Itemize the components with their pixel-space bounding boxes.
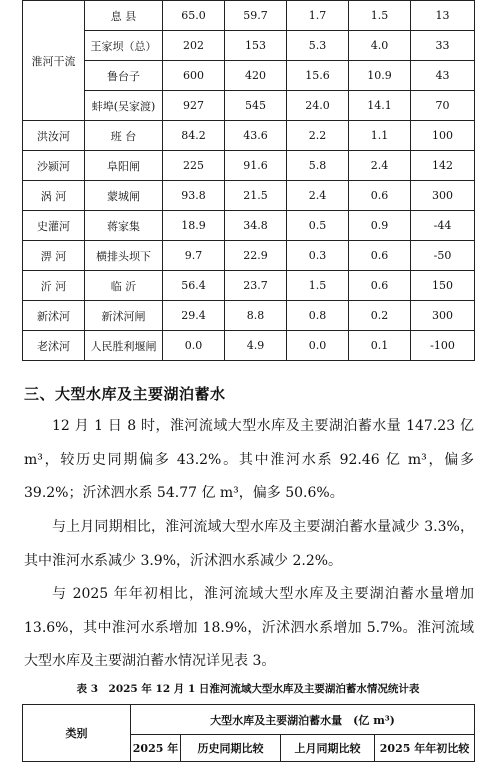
section-heading: 三、大型水库及主要湖泊蓄水 <box>24 385 226 403</box>
table-row <box>23 181 475 211</box>
value-cell: 100 <box>411 121 475 151</box>
value-cell: 1.7 <box>287 1 349 31</box>
value-cell: -44 <box>411 211 475 241</box>
value-cell: 13 <box>411 1 475 31</box>
group-header: 大型水库及主要湖泊蓄水量 (亿 m³) <box>131 705 475 735</box>
value-cell: 0.6 <box>349 271 411 301</box>
value-cell: 22.9 <box>225 241 287 271</box>
station-name-cell: 班 台 <box>85 121 163 151</box>
value-cell: 300 <box>411 301 475 331</box>
flow-statistics-table <box>22 0 475 361</box>
category-header: 类别 <box>23 705 131 762</box>
value-cell: 65.0 <box>163 1 225 31</box>
value-cell: 0.6 <box>349 181 411 211</box>
subheader-last-month: 上月同期比较 <box>281 735 375 762</box>
value-cell: 0.0 <box>163 331 225 361</box>
value-cell: -50 <box>411 241 475 271</box>
river-name-cell: 淠 河 <box>23 241 85 271</box>
value-cell: 14.1 <box>349 91 411 121</box>
value-cell: 300 <box>411 181 475 211</box>
value-cell: 21.5 <box>225 181 287 211</box>
table-row <box>23 31 475 61</box>
value-cell: 1.5 <box>349 1 411 31</box>
value-cell: 0.1 <box>349 331 411 361</box>
subheader-historical: 历史同期比较 <box>181 735 281 762</box>
value-cell: 43.6 <box>225 121 287 151</box>
station-name-cell: 新沭河闸 <box>85 301 163 331</box>
table-row <box>23 331 475 361</box>
value-cell: 43 <box>411 61 475 91</box>
river-name-cell: 淮河干流 <box>23 1 85 121</box>
value-cell: 153 <box>225 31 287 61</box>
table-header-row <box>23 705 475 735</box>
value-cell: 91.6 <box>225 151 287 181</box>
value-cell: 600 <box>163 61 225 91</box>
value-cell: 93.8 <box>163 181 225 211</box>
station-name-cell: 息 县 <box>85 1 163 31</box>
value-cell: 5.8 <box>287 151 349 181</box>
value-cell: 927 <box>163 91 225 121</box>
value-cell: 2.2 <box>287 121 349 151</box>
value-cell: 59.7 <box>225 1 287 31</box>
value-cell: 15.6 <box>287 61 349 91</box>
value-cell: 545 <box>225 91 287 121</box>
value-cell: 5.3 <box>287 31 349 61</box>
value-cell: 420 <box>225 61 287 91</box>
river-name-cell: 涡 河 <box>23 181 85 211</box>
value-cell: 2.4 <box>287 181 349 211</box>
value-cell: 202 <box>163 31 225 61</box>
table-row <box>23 91 475 121</box>
river-name-cell: 沂 河 <box>23 271 85 301</box>
station-name-cell: 人民胜利堰闸 <box>85 331 163 361</box>
table-row <box>23 301 475 331</box>
value-cell: 33 <box>411 31 475 61</box>
station-name-cell: 鲁台子 <box>85 61 163 91</box>
value-cell: 142 <box>411 151 475 181</box>
value-cell: 10.9 <box>349 61 411 91</box>
value-cell: 29.4 <box>163 301 225 331</box>
value-cell: 0.9 <box>349 211 411 241</box>
table-row <box>23 121 475 151</box>
value-cell: 23.7 <box>225 271 287 301</box>
river-name-cell: 老沭河 <box>23 331 85 361</box>
table-row <box>23 271 475 301</box>
station-name-cell: 蚌埠(吴家渡) <box>85 91 163 121</box>
value-cell: 0.5 <box>287 211 349 241</box>
river-name-cell: 沙颍河 <box>23 151 85 181</box>
value-cell: 34.8 <box>225 211 287 241</box>
value-cell: 4.9 <box>225 331 287 361</box>
station-name-cell: 阜阳闸 <box>85 151 163 181</box>
value-cell: 56.4 <box>163 271 225 301</box>
subheader-2025: 2025 年 <box>131 735 181 762</box>
value-cell: 0.0 <box>287 331 349 361</box>
table-caption: 表 3 2025 年 12 月 1 日淮河流域大型水库及主要湖泊蓄水情况统计表 <box>76 683 420 695</box>
value-cell: 225 <box>163 151 225 181</box>
station-name-cell: 临 沂 <box>85 271 163 301</box>
table-row <box>23 211 475 241</box>
value-cell: 0.2 <box>349 301 411 331</box>
river-name-cell: 洪汝河 <box>23 121 85 151</box>
value-cell: 0.3 <box>287 241 349 271</box>
storage-statistics-table <box>22 704 475 762</box>
station-name-cell: 蒋家集 <box>85 211 163 241</box>
value-cell: 2.4 <box>349 151 411 181</box>
value-cell: 8.8 <box>225 301 287 331</box>
table-row <box>23 61 475 91</box>
value-cell: 1.5 <box>287 271 349 301</box>
value-cell: 0.6 <box>349 241 411 271</box>
value-cell: 84.2 <box>163 121 225 151</box>
table-row <box>23 1 475 31</box>
paragraph-storage-yearly: 与 2025 年年初相比，淮河流域大型水库及主要湖泊蓄水量增加 13.6%，其中淮河水系增加 18.9%，沂沭泗水系增加 5.7%。淮河流域大型水库及主要湖泊蓄水情况详见表 3。 <box>24 586 474 669</box>
paragraph-storage-total: 12 月 1 日 8 时，淮河流域大型水库及主要湖泊蓄水量 147.23 亿 m³，较历史同期偏多 43.2%。其中淮河水系 92.46 亿 m³，偏多 39.2%；沂沭泗水系 54.77 亿 m³，偏多 50.6%。 <box>24 418 474 501</box>
value-cell: 1.1 <box>349 121 411 151</box>
value-cell: 70 <box>411 91 475 121</box>
paragraph-storage-monthly: 与上月同期相比，淮河流域大型水库及主要湖泊蓄水量减少 3.3%，其中淮河水系减少 3.9%，沂沭泗水系减少 2.2%。 <box>24 519 474 569</box>
station-name-cell: 横排头坝下 <box>85 241 163 271</box>
value-cell: 150 <box>411 271 475 301</box>
station-name-cell: 蒙城闸 <box>85 181 163 211</box>
subheader-year-start: 2025 年年初比较 <box>375 735 475 762</box>
value-cell: 9.7 <box>163 241 225 271</box>
value-cell: 18.9 <box>163 211 225 241</box>
table-row <box>23 151 475 181</box>
value-cell: 24.0 <box>287 91 349 121</box>
table-row <box>23 241 475 271</box>
station-name-cell: 王家坝（总） <box>85 31 163 61</box>
river-name-cell: 新沭河 <box>23 301 85 331</box>
river-name-cell: 史灌河 <box>23 211 85 241</box>
value-cell: 4.0 <box>349 31 411 61</box>
value-cell: 0.8 <box>287 301 349 331</box>
value-cell: -100 <box>411 331 475 361</box>
